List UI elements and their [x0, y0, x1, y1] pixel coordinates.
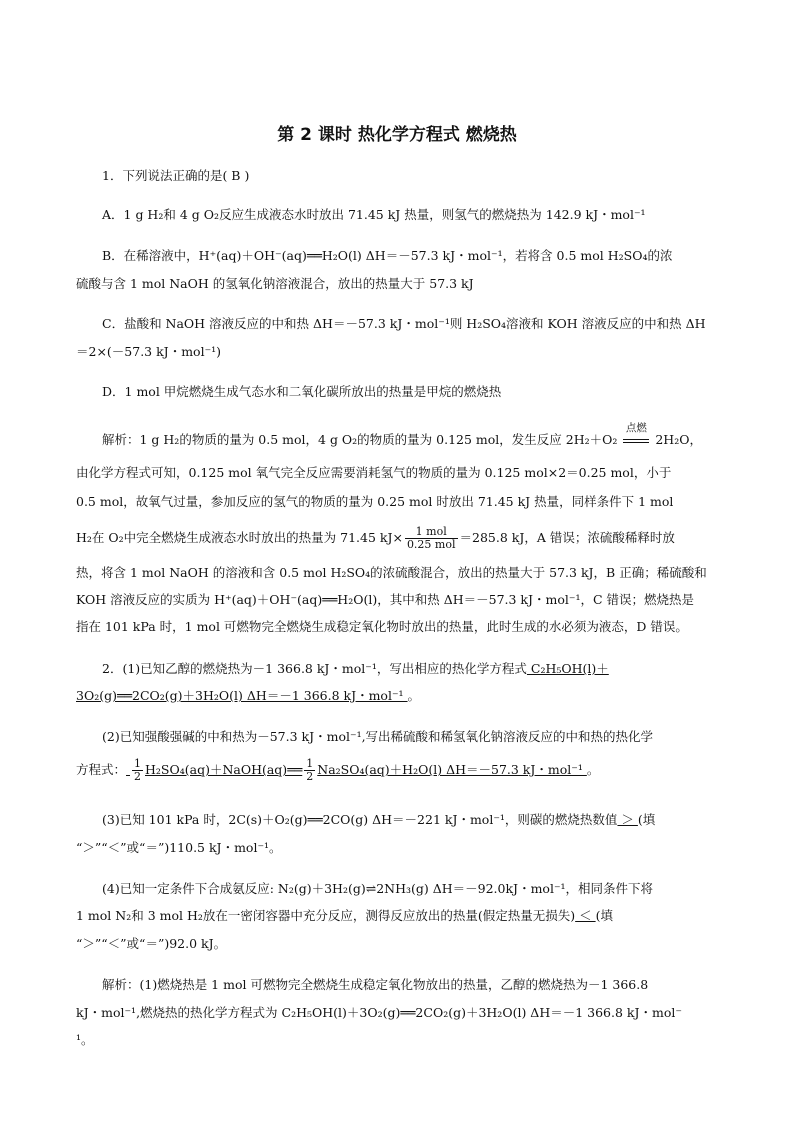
analysis1-line3: 0.5 mol，故氧气过量，参加反应的氢气的物质的量为 0.25 mol 时放出 71.45 kJ 热量，同样条件下 1 mol — [76, 494, 674, 509]
fraction — [405, 526, 458, 551]
fraction-half — [304, 758, 315, 783]
condition-label: 点燃 — [625, 422, 647, 434]
answer-text: H₂SO₄(aq)＋NaOH(aq)══ — [145, 762, 303, 777]
analysis1-line1-end: 2H₂O， — [655, 432, 702, 447]
page-title: 第 2 课时 热化学方程式 燃烧热 — [277, 125, 517, 145]
q2-part3-line1 — [102, 812, 655, 828]
analysis2-line3: ¹。 — [76, 1032, 94, 1047]
q2-part4-line1: (4)已知一定条件下合成氨反应: N₂(g)＋3H₂(g)⇌2NH₃(g) ΔH＝－92.0kJ・mol⁻¹，相同条件下将 — [102, 881, 654, 896]
q2-part4-fill: (填 — [595, 908, 613, 923]
q2-part4-answer: ＜ — [575, 908, 596, 923]
q2-part1-answer-b: 3O₂(g)══2CO₂(g)＋3H₂O(l) ΔH＝－1 366.8 kJ・mol⁻¹ — [76, 688, 408, 703]
analysis1-line2: 由化学方程式可知，0.125 mol 氧气完全反应需要消耗氢气的物质的量为 0.125 mol×2＝0.25 mol，小于 — [76, 465, 672, 480]
fraction-denominator: 0.25 mol — [406, 538, 456, 551]
analysis1-line4-text: H₂在 O₂中完全燃烧生成液态水时放出的热量为 71.45 kJ× — [76, 530, 403, 545]
answer-text: Na₂SO₄(aq)＋H₂O(l) ΔH＝－57.3 kJ・mol⁻¹ — [317, 762, 587, 777]
equals-sign — [623, 439, 649, 443]
q1-stem: 1．下列说法正确的是( B ) — [102, 168, 250, 183]
analysis1-line5: 热，将含 1 mol NaOH 的溶液和含 0.5 mol H₂SO₄的浓硫酸混合，放出的热量大于 57.3 kJ，B 正确；稀硫酸和 — [76, 565, 707, 580]
q1-option-b-line1: B．在稀溶液中，H⁺(aq)＋OH⁻(aq)══H₂O(l) ΔH＝－57.3 kJ・mol⁻¹，若将含 0.5 mol H₂SO₄的浓 — [102, 248, 673, 263]
q2-part1-line1 — [102, 661, 609, 677]
fraction-numerator: 1 mol — [405, 526, 458, 539]
analysis2-line2: kJ・mol⁻¹,燃烧热的热化学方程式为 C₂H₅OH(l)＋3O₂(g)══2CO₂(g)＋3H₂O(l) ΔH＝－1 366.8 kJ・mol⁻ — [76, 1005, 682, 1020]
q1-option-d: D．1 mol 甲烷燃烧生成气态水和二氧化碳所放出的热量是甲烷的燃烧热 — [102, 384, 502, 399]
q2-part3-line2: “＞”“＜”或“＝”)110.5 kJ・mol⁻¹。 — [76, 840, 282, 855]
q1-option-a: A．1 g H₂和 4 g O₂反应生成液态水时放出 71.45 kJ 热量，则氢气的燃烧热为 142.9 kJ・mol⁻¹ — [102, 207, 646, 222]
q2-part1-text: 2．(1)已知乙醇的燃烧热为－1 366.8 kJ・mol⁻¹，写出相应的热化学方程式 — [102, 661, 527, 676]
q1-option-c-line1: C．盐酸和 NaOH 溶液反应的中和热 ΔH＝－57.3 kJ・mol⁻¹则 H₂SO₄溶液和 KOH 溶液反应的中和热 ΔH — [102, 316, 706, 331]
q2-part2-label: 方程式： — [76, 762, 127, 777]
reaction-condition — [623, 422, 649, 448]
q2-part3-answer: ＞ — [617, 812, 638, 827]
q2-part4-text: 1 mol N₂和 3 mol H₂放在一密闭容器中充分反应，测得反应放出的热量(假定热量无损失) — [76, 908, 576, 923]
q2-part1-end: 。 — [407, 688, 421, 703]
q1-option-b-line2: 硫酸与含 1 mol NaOH 的氢氧化钠溶液混合，放出的热量大于 57.3 kJ — [76, 276, 474, 291]
fraction-numerator: 1 — [134, 757, 141, 770]
q2-part4-line3: “＞”“＜”或“＝”)92.0 kJ。 — [76, 936, 227, 951]
q2-part3-text: (3)已知 101 kPa 时，2C(s)＋O₂(g)══2CO(g) ΔH＝－221 kJ・mol⁻¹，则碳的燃烧热数值 — [102, 812, 618, 827]
q1-option-c-line2: ＝2×(－57.3 kJ・mol⁻¹) — [76, 344, 222, 359]
analysis1-line7: 指在 101 kPa 时，1 mol 可燃物完全燃烧生成稳定氧化物时放出的热量，此时生成的水必须为液态，D 错误。 — [76, 619, 688, 634]
analysis1-line4 — [76, 526, 675, 551]
analysis1-line6: KOH 溶液反应的实质为 H⁺(aq)＋OH⁻(aq)══H₂O(l)，其中和热 ΔH＝－57.3 kJ・mol⁻¹，C 错误；燃烧热是 — [76, 592, 695, 607]
q2-part3-fill: (填 — [637, 812, 656, 827]
q2-part1-answer-a: C₂H₅OH(l)＋ — [526, 661, 609, 676]
analysis1-line1 — [102, 422, 702, 448]
q2-part1-line2 — [76, 688, 420, 704]
fraction-numerator: 1 — [306, 757, 314, 770]
analysis2-line1: 解析：(1)燃烧热是 1 mol 可燃物完全燃烧生成稳定氧化物放出的热量，乙醇的燃烧热为－1 366.8 — [102, 977, 649, 992]
analysis1-line4-end: ＝285.8 kJ，A 错误；浓硫酸稀释时放 — [459, 530, 675, 545]
fraction-half — [132, 758, 143, 783]
q2-part4-line2 — [76, 908, 613, 924]
q2-part2-line1: (2)已知强酸强碱的中和热为－57.3 kJ・mol⁻¹,写出稀硫酸和稀氢氧化钠溶液反应的中和热的热化学 — [102, 729, 654, 744]
fraction-denominator: 2 — [306, 770, 314, 783]
fraction-denominator: 2 — [134, 770, 141, 783]
q2-part2-end: 。 — [586, 762, 600, 777]
q2-part2-line2 — [76, 758, 599, 783]
q2-part2-answer — [126, 757, 587, 783]
analysis1-line1-text: 解析：1 g H₂的物质的量为 0.5 mol，4 g O₂的物质的量为 0.125 mol，发生反应 2H₂＋O₂ — [102, 432, 618, 447]
